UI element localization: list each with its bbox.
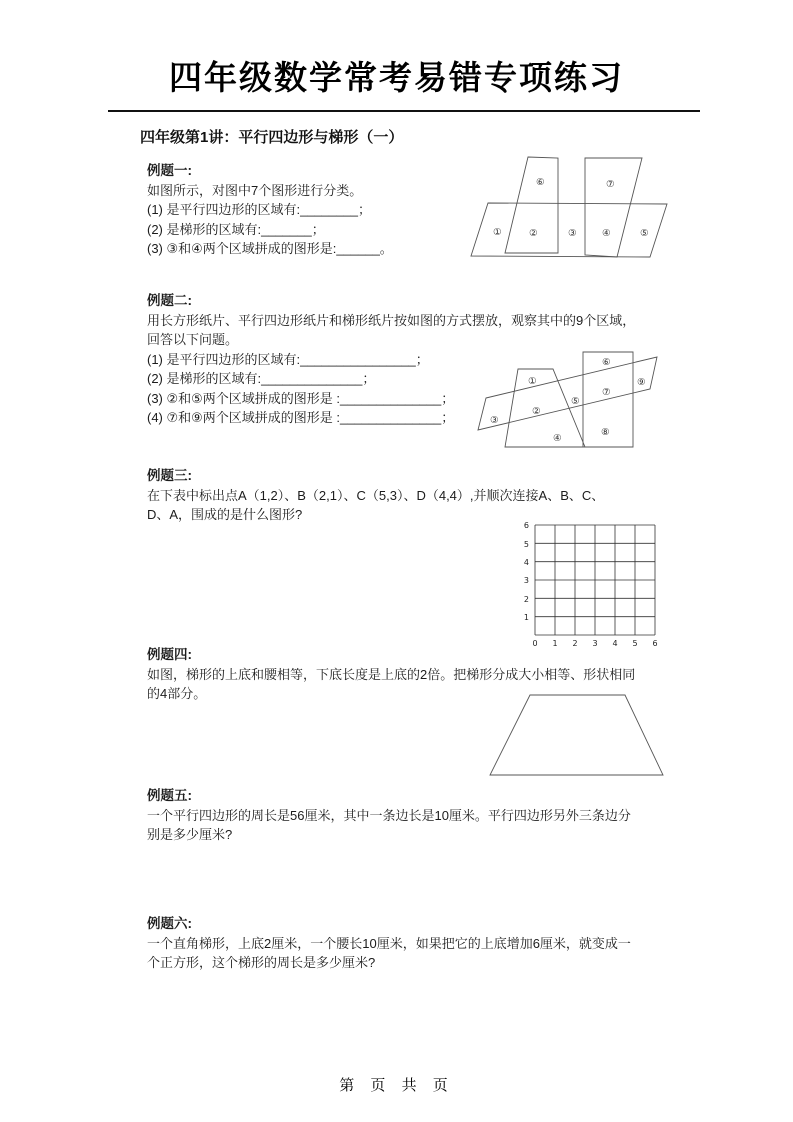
x-tick: 6: [652, 639, 658, 648]
region-label-6: ⑥: [536, 177, 545, 188]
region-label-7: ⑦: [602, 387, 611, 398]
problem-3-heading: 例题三:: [147, 468, 192, 483]
problem-3-line: 在下表中标出点A（1,2）、B（2,1）、C（5,3）、D（4,4）,并顺次连接A、B、C、: [147, 487, 605, 503]
y-tick: 5: [523, 540, 529, 549]
region-label-3: ③: [490, 415, 499, 426]
problem-1-line: (2) 是梯形的区域有:_______；: [147, 221, 325, 237]
figure-example2: [470, 337, 682, 459]
y-tick: 2: [523, 595, 529, 604]
problem-2-line: (4) ⑦和⑨两个区域拼成的图形是 :______________；: [147, 410, 455, 425]
x-tick: 2: [572, 639, 578, 648]
trapezoid-7: [585, 158, 642, 257]
problem-5-line: 一个平行四边形的周长是56厘米，其中一条边长是10厘米。平行四边形另外三条边分: [147, 807, 631, 823]
region-label-4: ④: [602, 228, 611, 239]
problem-2-line: (2) 是梯形的区域有:______________；: [147, 371, 376, 386]
region-label-3: ③: [568, 228, 577, 239]
problem-6-line: 一个直角梯形，上底2厘米，一个腰长10厘米，如果把它的上底增加6厘米，就变成一: [147, 935, 631, 951]
problem-5-line: 别是多少厘米?: [147, 827, 233, 842]
grid-lines: [535, 525, 655, 635]
figure-example3-grid: [512, 514, 664, 650]
region-label-2: ②: [532, 406, 541, 417]
figure-example4-trapezoid: [486, 690, 671, 780]
problem-4-heading: 例题四:: [147, 647, 192, 662]
region-label-5: ⑤: [571, 396, 580, 407]
problem-3-line: D、A，围成的是什么图形?: [147, 507, 303, 522]
region-label-4: ④: [553, 433, 562, 444]
x-tick: 4: [612, 639, 618, 648]
x-tick: 5: [632, 639, 638, 648]
region-label-2: ②: [529, 228, 538, 239]
region-label-8: ⑧: [601, 427, 610, 438]
problem-1-line: (1) 是平行四边形的区域有:________；: [147, 202, 371, 217]
y-tick: 4: [523, 558, 529, 567]
region-label-1: ①: [493, 227, 502, 238]
problem-2-line: (3) ②和⑤两个区域拼成的图形是 :______________；: [147, 390, 455, 406]
trapezoid-shape: [490, 695, 663, 775]
problem-1-line: 如图所示，对图中7个图形进行分类。: [147, 182, 363, 198]
page-title: 四年级数学常考易错专项练习: [169, 59, 624, 96]
parallelogram-paper: [478, 357, 657, 430]
problem-1-heading: 例题一:: [147, 163, 192, 178]
problem-4-line: 如图，梯形的上底和腰相等，下底长度是上底的2倍。把梯形分成大小相等、形状相同: [147, 666, 636, 682]
problem-5-heading: 例题五:: [147, 788, 192, 803]
region-label-6: ⑥: [602, 357, 611, 368]
problem-1-line: (3) ③和④两个区域拼成的图形是:______。: [147, 241, 393, 256]
x-tick: 0: [532, 639, 538, 648]
problem-2-line: (1) 是平行四边形的区域有:________________；: [147, 351, 429, 367]
title-divider: [108, 110, 700, 112]
problem-6: [147, 914, 677, 973]
x-tick: 1: [552, 639, 558, 648]
page-footer: 第 页 共 页: [339, 1077, 454, 1094]
region-label-5: ⑤: [640, 228, 649, 239]
problem-2-line: 用长方形纸片、平行四边形纸片和梯形纸片按如图的方式摆放，观察其中的9个区域，: [147, 312, 636, 328]
x-tick: 3: [592, 639, 598, 648]
lesson-subtitle: 四年级第1讲：平行四边形与梯形（一）: [140, 129, 404, 146]
problem-2-line: 回答以下问题。: [147, 332, 239, 347]
problem-6-heading: 例题六:: [147, 916, 192, 931]
y-axis-ticks: [524, 521, 529, 622]
trapezoid-paper: [505, 369, 585, 447]
y-tick: 3: [523, 576, 529, 585]
region-label-1: ①: [528, 376, 537, 387]
problem-4-line: 的4部分。: [147, 686, 207, 701]
problem-2-heading: 例题二:: [147, 293, 192, 308]
region-label-7: ⑦: [606, 179, 615, 190]
y-tick: 1: [523, 613, 529, 622]
region-label-9: ⑨: [637, 377, 646, 388]
figure-example1: [460, 147, 685, 259]
problem-6-line: 个正方形，这个梯形的周长是多少厘米?: [147, 955, 376, 970]
y-tick: 6: [523, 521, 529, 530]
problem-5: [147, 786, 677, 845]
